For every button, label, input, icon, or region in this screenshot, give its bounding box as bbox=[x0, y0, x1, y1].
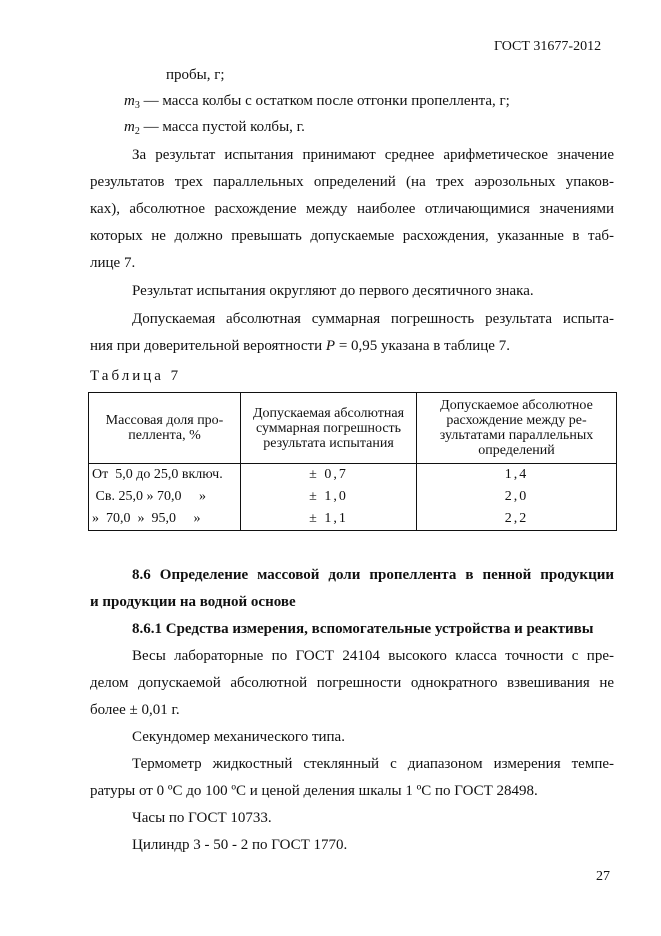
table-cell: Св. 25,0 » 70,0 » bbox=[89, 486, 241, 508]
paragraph-line: ратуры от 0 ºС до 100 ºС и ценой деления шкалы 1 ºС по ГОСТ 28498. bbox=[90, 783, 538, 799]
section-heading: и продукции на водной основе bbox=[90, 594, 296, 610]
paragraph-line: Часы по ГОСТ 10733. bbox=[132, 810, 272, 826]
table-cell: ± 1,1 bbox=[241, 508, 417, 531]
table-cell: 1,4 bbox=[417, 464, 617, 487]
table-cell: 2,2 bbox=[417, 508, 617, 531]
paragraph-line bbox=[90, 337, 510, 355]
paragraph-line: За результат испытания принимают среднее арифметическое значение bbox=[132, 147, 614, 163]
header-text: Допускаемое абсолютное расхождение между ре-зультатами параллельных определений bbox=[439, 398, 594, 458]
paragraph-line: Термометр жидкостный стеклянный с диапазоном измерения темпе- bbox=[132, 756, 614, 772]
definition-m3 bbox=[124, 92, 510, 115]
table-cell: » 70,0 » 95,0 » bbox=[89, 508, 241, 531]
paragraph-line: Допускаемая абсолютная суммарная погрешность результата испыта- bbox=[132, 311, 614, 327]
table-cell: ± 1,0 bbox=[241, 486, 417, 508]
subscript: 3 bbox=[134, 100, 140, 111]
definition-m2 bbox=[124, 118, 305, 141]
subsection-heading: 8.6.1 Средства измерения, вспомогательные устройства и реактивы bbox=[132, 621, 594, 637]
table-caption: Таблица 7 bbox=[90, 368, 182, 384]
header-text: Массовая доля про- пеллента, % bbox=[105, 413, 224, 443]
paragraph-line: ках), абсолютное расхождение между наиболее отличающимися значениями bbox=[90, 201, 614, 217]
table-cell: 2,0 bbox=[417, 486, 617, 508]
paragraph-line: более ± 0,01 г. bbox=[90, 702, 180, 718]
table-row bbox=[89, 486, 617, 508]
paragraph-line: Секундомер механического типа. bbox=[132, 729, 345, 745]
symbol-p: P bbox=[325, 338, 336, 354]
paragraph-line: Цилиндр 3 - 50 - 2 по ГОСТ 1770. bbox=[132, 837, 348, 853]
header-cell bbox=[241, 393, 417, 464]
text-line: пробы, г; bbox=[166, 67, 225, 83]
table-cell: ± 0,7 bbox=[241, 464, 417, 487]
table-row bbox=[89, 464, 617, 487]
section-heading: 8.6 Определение массовой доли пропеллента в пенной продукции bbox=[132, 567, 614, 583]
text-part: ния при доверительной вероятности bbox=[90, 338, 326, 354]
paragraph-line: Результат испытания округляют до первого десятичного знака. bbox=[132, 283, 534, 299]
symbol-m: m bbox=[124, 93, 135, 109]
subscript: 2 bbox=[134, 126, 140, 137]
paragraph-line: лице 7. bbox=[90, 255, 136, 271]
header-cell bbox=[417, 393, 617, 464]
definition-text: — масса колбы с остатком после отгонки пропеллента, г; bbox=[139, 93, 510, 109]
header-cell bbox=[89, 393, 241, 464]
document-id: ГОСТ 31677-2012 bbox=[494, 39, 602, 54]
page-number: 27 bbox=[596, 869, 610, 884]
paragraph-line: которых не должно превышать допускаемые расхождения, указанные в таб- bbox=[90, 228, 614, 244]
table-header-row bbox=[89, 393, 617, 464]
table-row bbox=[89, 508, 617, 531]
definition-text: — масса пустой колбы, г. bbox=[139, 119, 305, 135]
paragraph-line: делом допускаемой абсолютной погрешности однократного взвешивания не bbox=[90, 675, 614, 691]
header-text: Допускаемая абсолютная суммарная погрешность результата испытания bbox=[252, 405, 405, 451]
paragraph-line: результатов трех параллельных определений (на трех аэрозольных упаков- bbox=[90, 174, 614, 190]
text-part: = 0,95 указана в таблице 7. bbox=[335, 338, 510, 354]
symbol-m: m bbox=[124, 119, 135, 135]
table-7 bbox=[88, 392, 617, 531]
paragraph-line: Весы лабораторные по ГОСТ 24104 высокого класса точности с пре- bbox=[132, 648, 614, 664]
table-cell: От 5,0 до 25,0 включ. bbox=[89, 464, 241, 487]
